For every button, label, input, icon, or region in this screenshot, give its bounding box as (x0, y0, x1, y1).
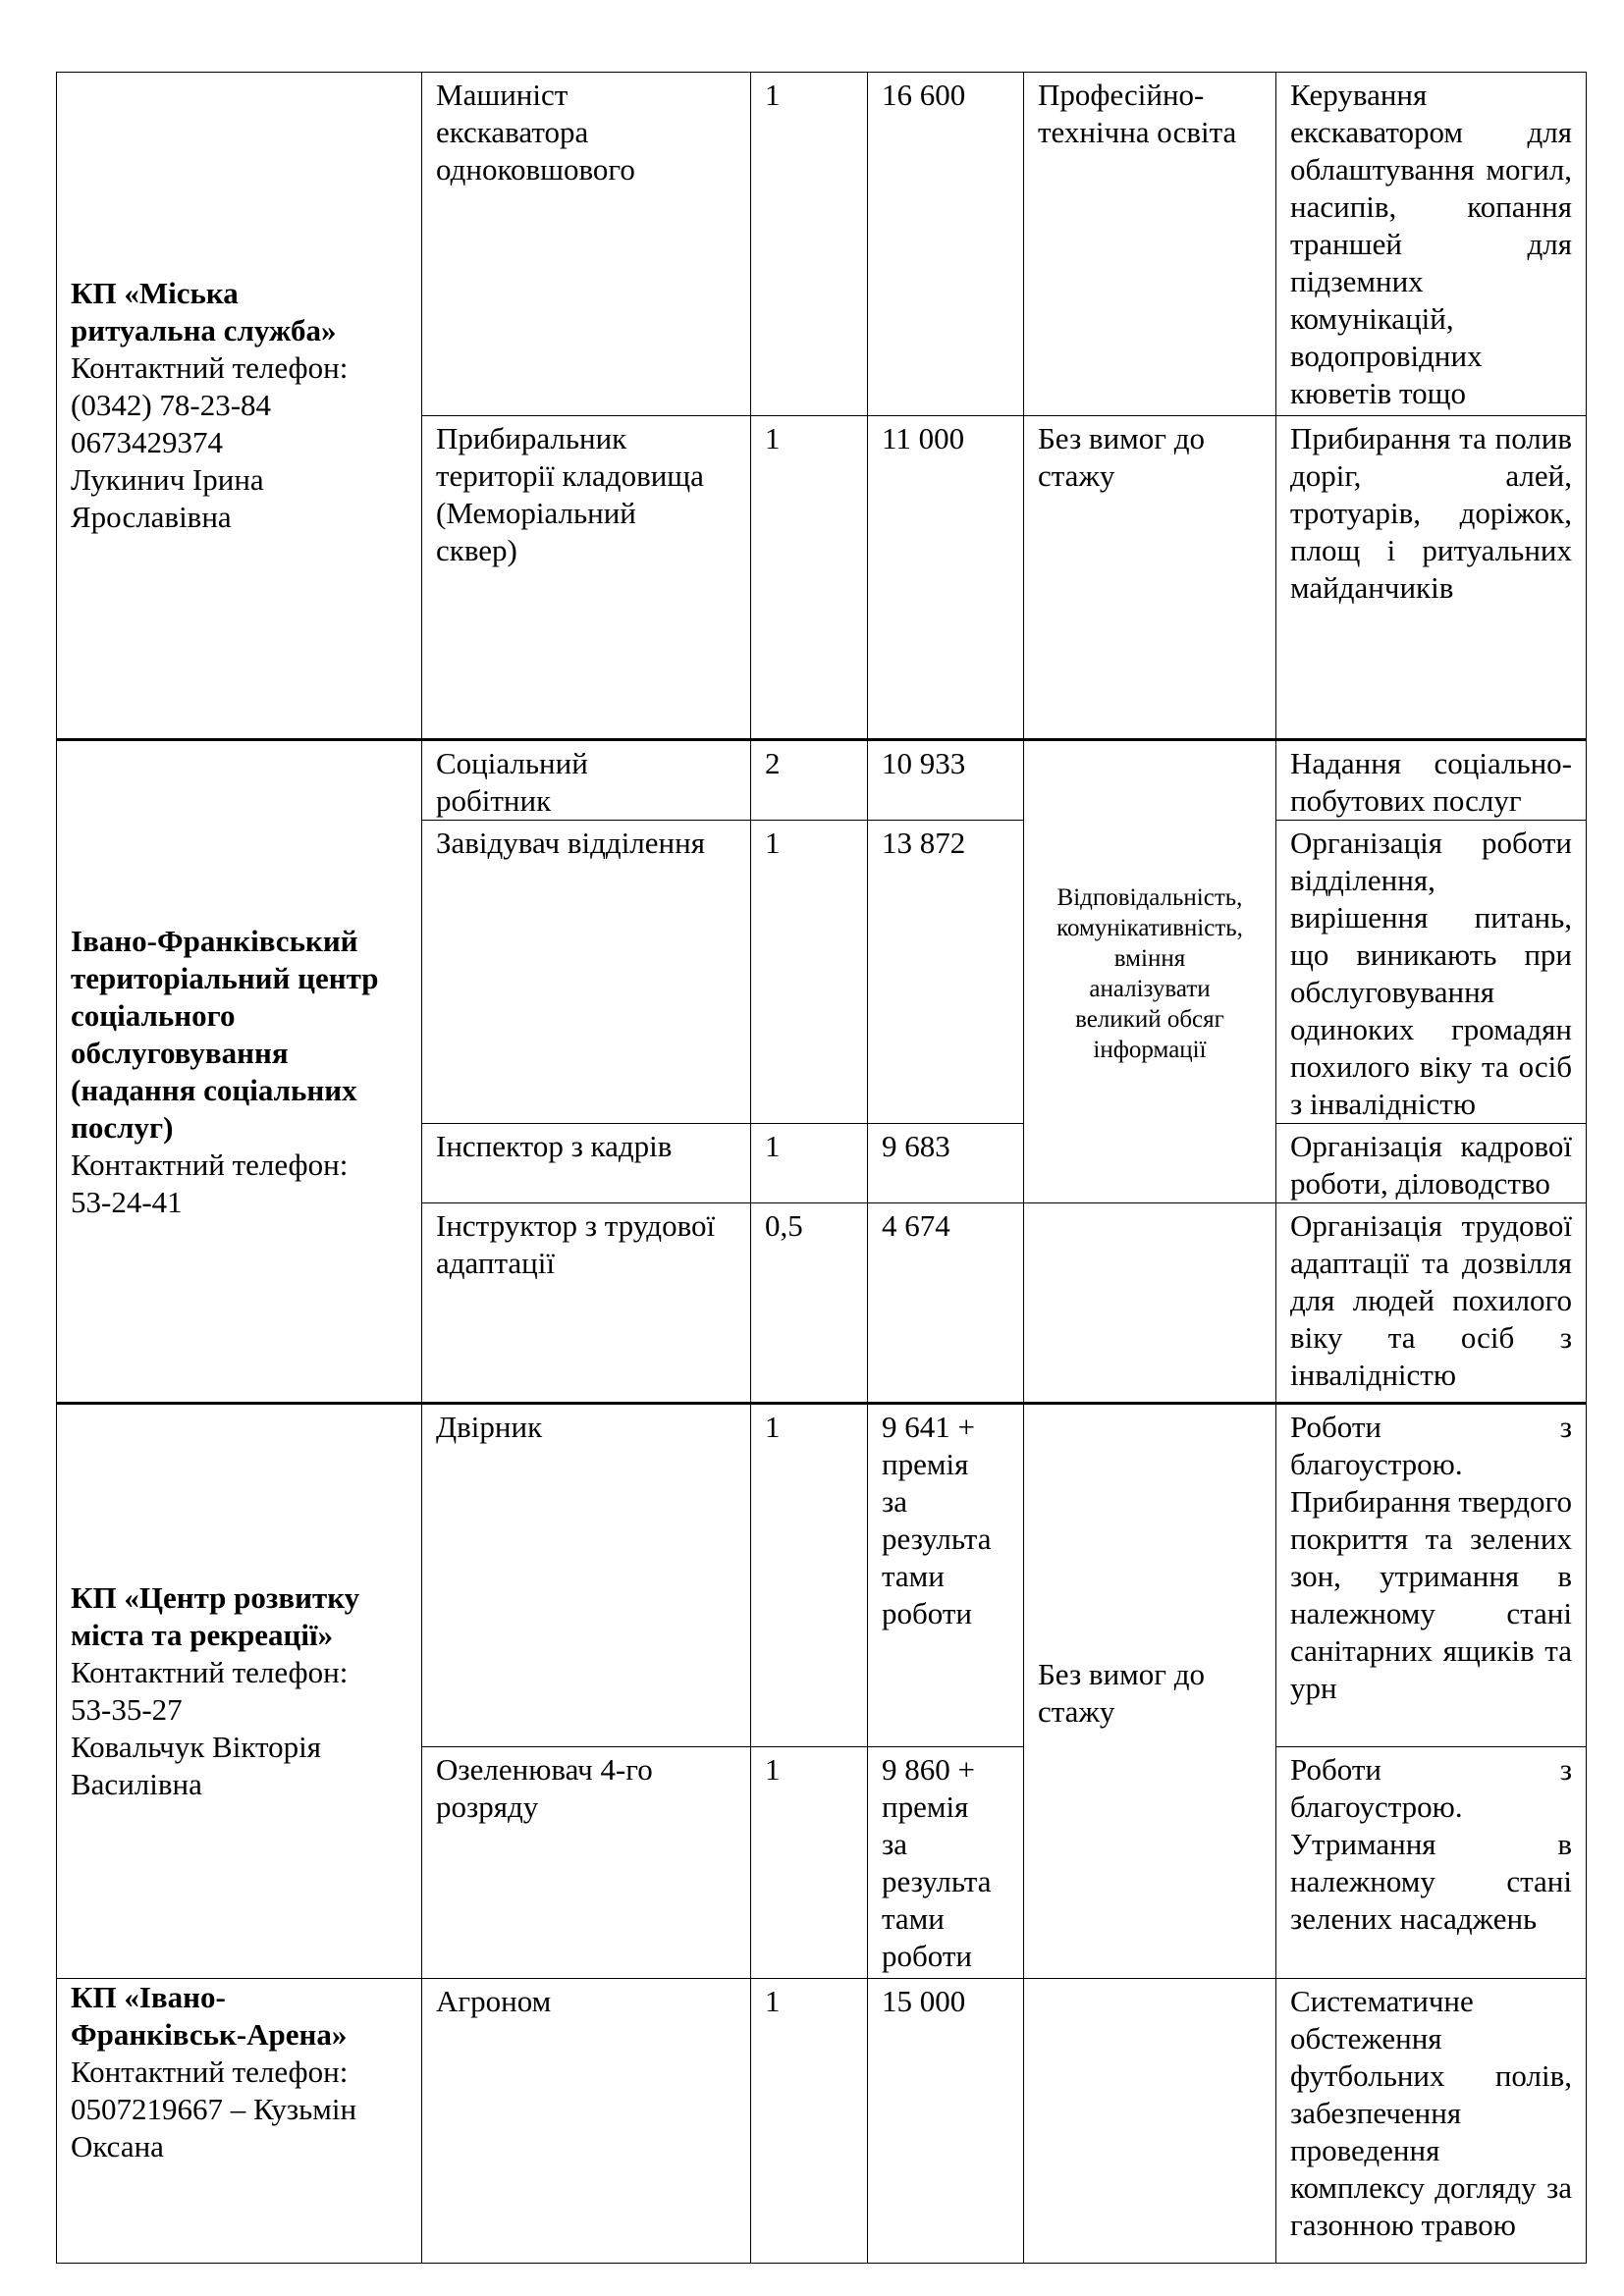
contact-label: Контактний телефон: (71, 1147, 349, 1182)
employer-name: КП «Івано- Франківськ-Арена» (71, 1980, 348, 2052)
contact-phone: (0342) 78-23-84 (71, 388, 272, 422)
contact-person: Ярославівна (71, 500, 232, 534)
contact-phone: 0673429374 (71, 425, 223, 459)
requirement-cell: Без вимог до стажу (1024, 416, 1276, 740)
duties-cell: Організація трудової адаптації та дозвілля для людей похилого віку та осіб з інвалідністю (1276, 1203, 1587, 1404)
vacancies-table (56, 72, 1587, 2264)
contact-phone: 53-24-41 (71, 1184, 183, 1219)
count-cell: 1 (751, 416, 868, 740)
employer-name: КП «Центр розвитку міста та рекреації» (71, 1580, 360, 1652)
count-cell: 1 (751, 1404, 868, 1747)
salary-cell: 9 860 + премія за результа тами роботи (868, 1747, 1024, 1979)
duties-cell: Роботи з благоустрою. Прибирання твердого покриття та зелених зон, утримання в належному стані санітарних ящиків та урн (1276, 1404, 1587, 1747)
contact-person: Лукинич Ірина (71, 462, 264, 497)
position-cell: Двірник (422, 1404, 751, 1747)
contact-label: Контактний телефон: (71, 350, 349, 385)
salary-cell: 4 674 (868, 1203, 1024, 1404)
count-cell: 2 (751, 740, 868, 821)
employer-name: КП «Міська ритуальна служба» (71, 276, 337, 347)
employer-cell (57, 1404, 422, 1979)
employer-cell (57, 740, 422, 1404)
employer-cell (57, 73, 422, 740)
shared-requirement: Відповідальність, комунікативність, вміння аналізувати великий обсяг інформації (1056, 884, 1243, 1063)
contact-phone: 0507219667 – Кузьмін (71, 2092, 357, 2126)
requirement-cell (1024, 1979, 1276, 2264)
contact-label: Контактний телефон: (71, 1655, 349, 1689)
duties-cell: Систематичне обстеження футбольних полів, забезпечення проведення комплексу догляду за газонною травою (1276, 1979, 1587, 2264)
duties-cell: Організація кадрової роботи, діловодство (1276, 1124, 1587, 1203)
employer-name: Івано-Франківський територіальний центр соціального обслуговування (надання соціальних послуг) (71, 923, 379, 1145)
contact-person: Оксана (71, 2129, 164, 2163)
salary-cell: 15 000 (868, 1979, 1024, 2264)
table-row (57, 740, 1587, 821)
duties-cell: Надання соціально-побутових послуг (1276, 740, 1587, 821)
position-cell: Озеленювач 4-го розряду (422, 1747, 751, 1979)
count-cell: 1 (751, 1979, 868, 2264)
position-cell: Прибиральник території кладовища (Меморіальний сквер) (422, 416, 751, 740)
salary-cell: 9 641 + премія за результа тами роботи (868, 1404, 1024, 1747)
duties-cell: Роботи з благоустрою. Утримання в належному стані зелених насаджень (1276, 1747, 1587, 1979)
count-cell: 1 (751, 73, 868, 416)
employer-cell (57, 1979, 422, 2264)
requirement-cell (1024, 740, 1276, 1203)
duties-cell: Прибирання та полив доріг, алей, тротуарів, доріжок, площ і ритуальних майданчиків (1276, 416, 1587, 740)
count-cell: 0,5 (751, 1203, 868, 1404)
position-cell: Інспектор з кадрів (422, 1124, 751, 1203)
position-cell: Завідувач відділення (422, 821, 751, 1124)
requirement-cell (1024, 1203, 1276, 1404)
salary-cell: 13 872 (868, 821, 1024, 1124)
count-cell: 1 (751, 821, 868, 1124)
salary-cell: 10 933 (868, 740, 1024, 821)
duties-cell: Керування екскаватором для облаштування могил, насипів, копання траншей для підземних комунікацій, водопровідних кюветів тощо (1276, 73, 1587, 416)
count-cell: 1 (751, 1124, 868, 1203)
requirement-cell (1024, 1404, 1276, 1979)
position-cell: Агроном (422, 1979, 751, 2264)
position-cell: Соціальний робітник (422, 740, 751, 821)
salary-cell: 9 683 (868, 1124, 1024, 1203)
table-row (57, 1979, 1587, 2264)
contact-person: Василівна (71, 1767, 202, 1801)
contact-phone: 53-35-27 (71, 1692, 183, 1727)
position-cell: Машиніст екскаватора одноковшового (422, 73, 751, 416)
position-cell: Інструктор з трудової адаптації (422, 1203, 751, 1404)
salary-cell: 11 000 (868, 416, 1024, 740)
duties-cell: Організація роботи відділення, вирішення питань, що виникають при обслуговування одиноких громадян похилого віку та осіб з інвалідністю (1276, 821, 1587, 1124)
count-cell: 1 (751, 1747, 868, 1979)
contact-label: Контактний телефон: (71, 2055, 349, 2089)
shared-requirement: Без вимог до стажу (1038, 1657, 1206, 1729)
salary-cell: 16 600 (868, 73, 1024, 416)
table-row (57, 73, 1587, 416)
table-row (57, 1404, 1587, 1747)
requirement-cell: Професійно-технічна освіта (1024, 73, 1276, 416)
contact-person: Ковальчук Вікторія (71, 1730, 321, 1764)
